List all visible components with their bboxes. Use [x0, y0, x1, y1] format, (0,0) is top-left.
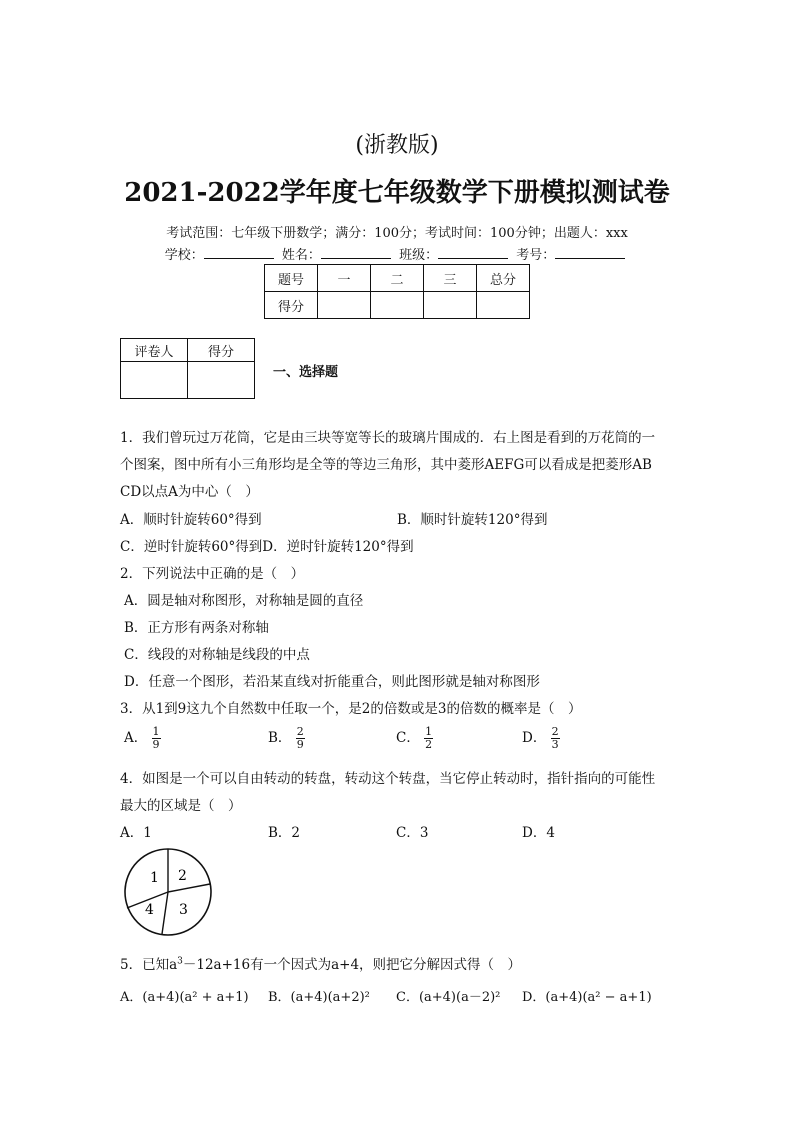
spinner-label-1: 1 [150, 870, 159, 886]
score-header-cell: 一 [318, 265, 371, 292]
q2-option-b[interactable]: B．正方形有两条对称轴 [124, 620, 269, 636]
score-cell[interactable] [371, 292, 424, 319]
q4-option-c[interactable]: C．3 [396, 825, 429, 841]
q2-option-d[interactable]: D．任意一个图形，若沿某直线对折能重合，则此图形就是轴对称图形 [124, 674, 540, 690]
q1-option-b[interactable]: B．顺时针旋转120°得到 [397, 512, 548, 528]
score-cell[interactable] [318, 292, 371, 319]
q3-option-b[interactable] [268, 726, 305, 751]
name-blank[interactable] [321, 246, 391, 259]
score-cell[interactable] [477, 292, 530, 319]
q1-line2: 个图案，图中所有小三角形均是全等的等边三角形，其中菱形AEFG可以看成是把菱形AB [120, 457, 652, 473]
school-blank[interactable] [204, 246, 274, 259]
grader-table [120, 338, 255, 399]
q4-option-a[interactable]: A．1 [120, 825, 152, 841]
q5-option-a[interactable]: A．(a+4)(a² + a+1) [120, 990, 249, 1005]
q2-option-c[interactable]: C．线段的对称轴是线段的中点 [124, 647, 310, 663]
q1-line3: CD以点A为中心（ ） [120, 484, 259, 500]
q1-option-cd[interactable]: C．逆时针旋转60°得到D．逆时针旋转120°得到 [120, 539, 414, 555]
q1-line1: 1．我们曾玩过万花筒，它是由三块等宽等长的玻璃片围成的．右上图是看到的万花筒的一 [120, 430, 656, 446]
spinner-divider [162, 892, 168, 934]
q5-option-b[interactable]: B．(a+4)(a+2)² [268, 990, 370, 1005]
q3-stem: 3．从1到9这九个自然数中任取一个，是2的倍数或是3的倍数的概率是（ ） [120, 701, 582, 717]
score-header-cell: 题号 [265, 265, 318, 292]
student-fields [0, 244, 794, 263]
q4-line1: 4．如图是一个可以自由转动的转盘，转动这个转盘，当它停止转动时，指针指向的可能性 [120, 771, 656, 787]
spinner-divider [168, 884, 210, 892]
q5-option-d[interactable]: D．(a+4)(a² − a+1) [522, 990, 652, 1005]
section-title: 一、选择题 [273, 365, 339, 380]
grader-cell[interactable] [121, 362, 188, 399]
number-blank[interactable] [555, 246, 625, 259]
spinner-label-4: 4 [145, 902, 154, 918]
q4-option-b[interactable]: B．2 [268, 825, 301, 841]
number-label: 考号： [516, 248, 556, 263]
grader-header-cell: 评卷人 [121, 339, 188, 362]
q4-line2: 最大的区域是（ ） [120, 798, 242, 814]
option-label: C． [396, 730, 420, 746]
score-header-cell: 三 [424, 265, 477, 292]
exam-info: 考试范围：七年级下册数学；满分：100分；考试时间：100分钟；出题人：xxx [166, 226, 628, 241]
score-header-cell: 二 [371, 265, 424, 292]
score-cell[interactable] [424, 292, 477, 319]
fraction: $\frac{2}{3}$ [551, 725, 559, 751]
q4-option-d[interactable]: D．4 [522, 825, 555, 841]
exam-subtitle: (浙教版) [355, 133, 439, 158]
exam-title: 2021-2022学年度七年级数学下册模拟测试卷 [124, 178, 670, 208]
fraction: $\frac{1}{2}$ [425, 725, 433, 751]
class-label: 班级： [399, 248, 439, 263]
q3-option-a[interactable] [124, 726, 161, 751]
q2-stem: 2．下列说法中正确的是（ ） [120, 566, 305, 582]
spinner-label-3: 3 [179, 902, 188, 918]
name-label: 姓名： [281, 248, 321, 263]
spinner-diagram [118, 846, 218, 938]
spinner-label-2: 2 [178, 868, 187, 884]
q5-option-c[interactable]: C．(a+4)(a－2)² [396, 990, 501, 1005]
q5-stem: 5．已知$a^3-12a+16$有一个因式为a+4，则把它分解因式得（ ） [120, 956, 522, 973]
option-label: B． [268, 730, 292, 746]
q3-option-c[interactable] [396, 726, 433, 751]
q1-option-a[interactable]: A．顺时针旋转60°得到 [120, 512, 262, 528]
score-header-cell: 总分 [477, 265, 530, 292]
option-label: A． [124, 730, 148, 746]
q2-option-a[interactable]: A．圆是轴对称图形，对称轴是圆的直径 [124, 593, 364, 609]
grader-cell[interactable] [188, 362, 255, 399]
fraction: $\frac{2}{9}$ [296, 725, 304, 751]
fraction: $\frac{1}{9}$ [152, 725, 160, 751]
class-blank[interactable] [438, 246, 508, 259]
score-table [264, 264, 530, 319]
score-row-label: 得分 [265, 292, 318, 319]
q3-option-d[interactable] [522, 726, 560, 751]
option-label: D． [522, 730, 547, 746]
grader-header-cell: 得分 [188, 339, 255, 362]
school-label: 学校： [164, 248, 204, 263]
